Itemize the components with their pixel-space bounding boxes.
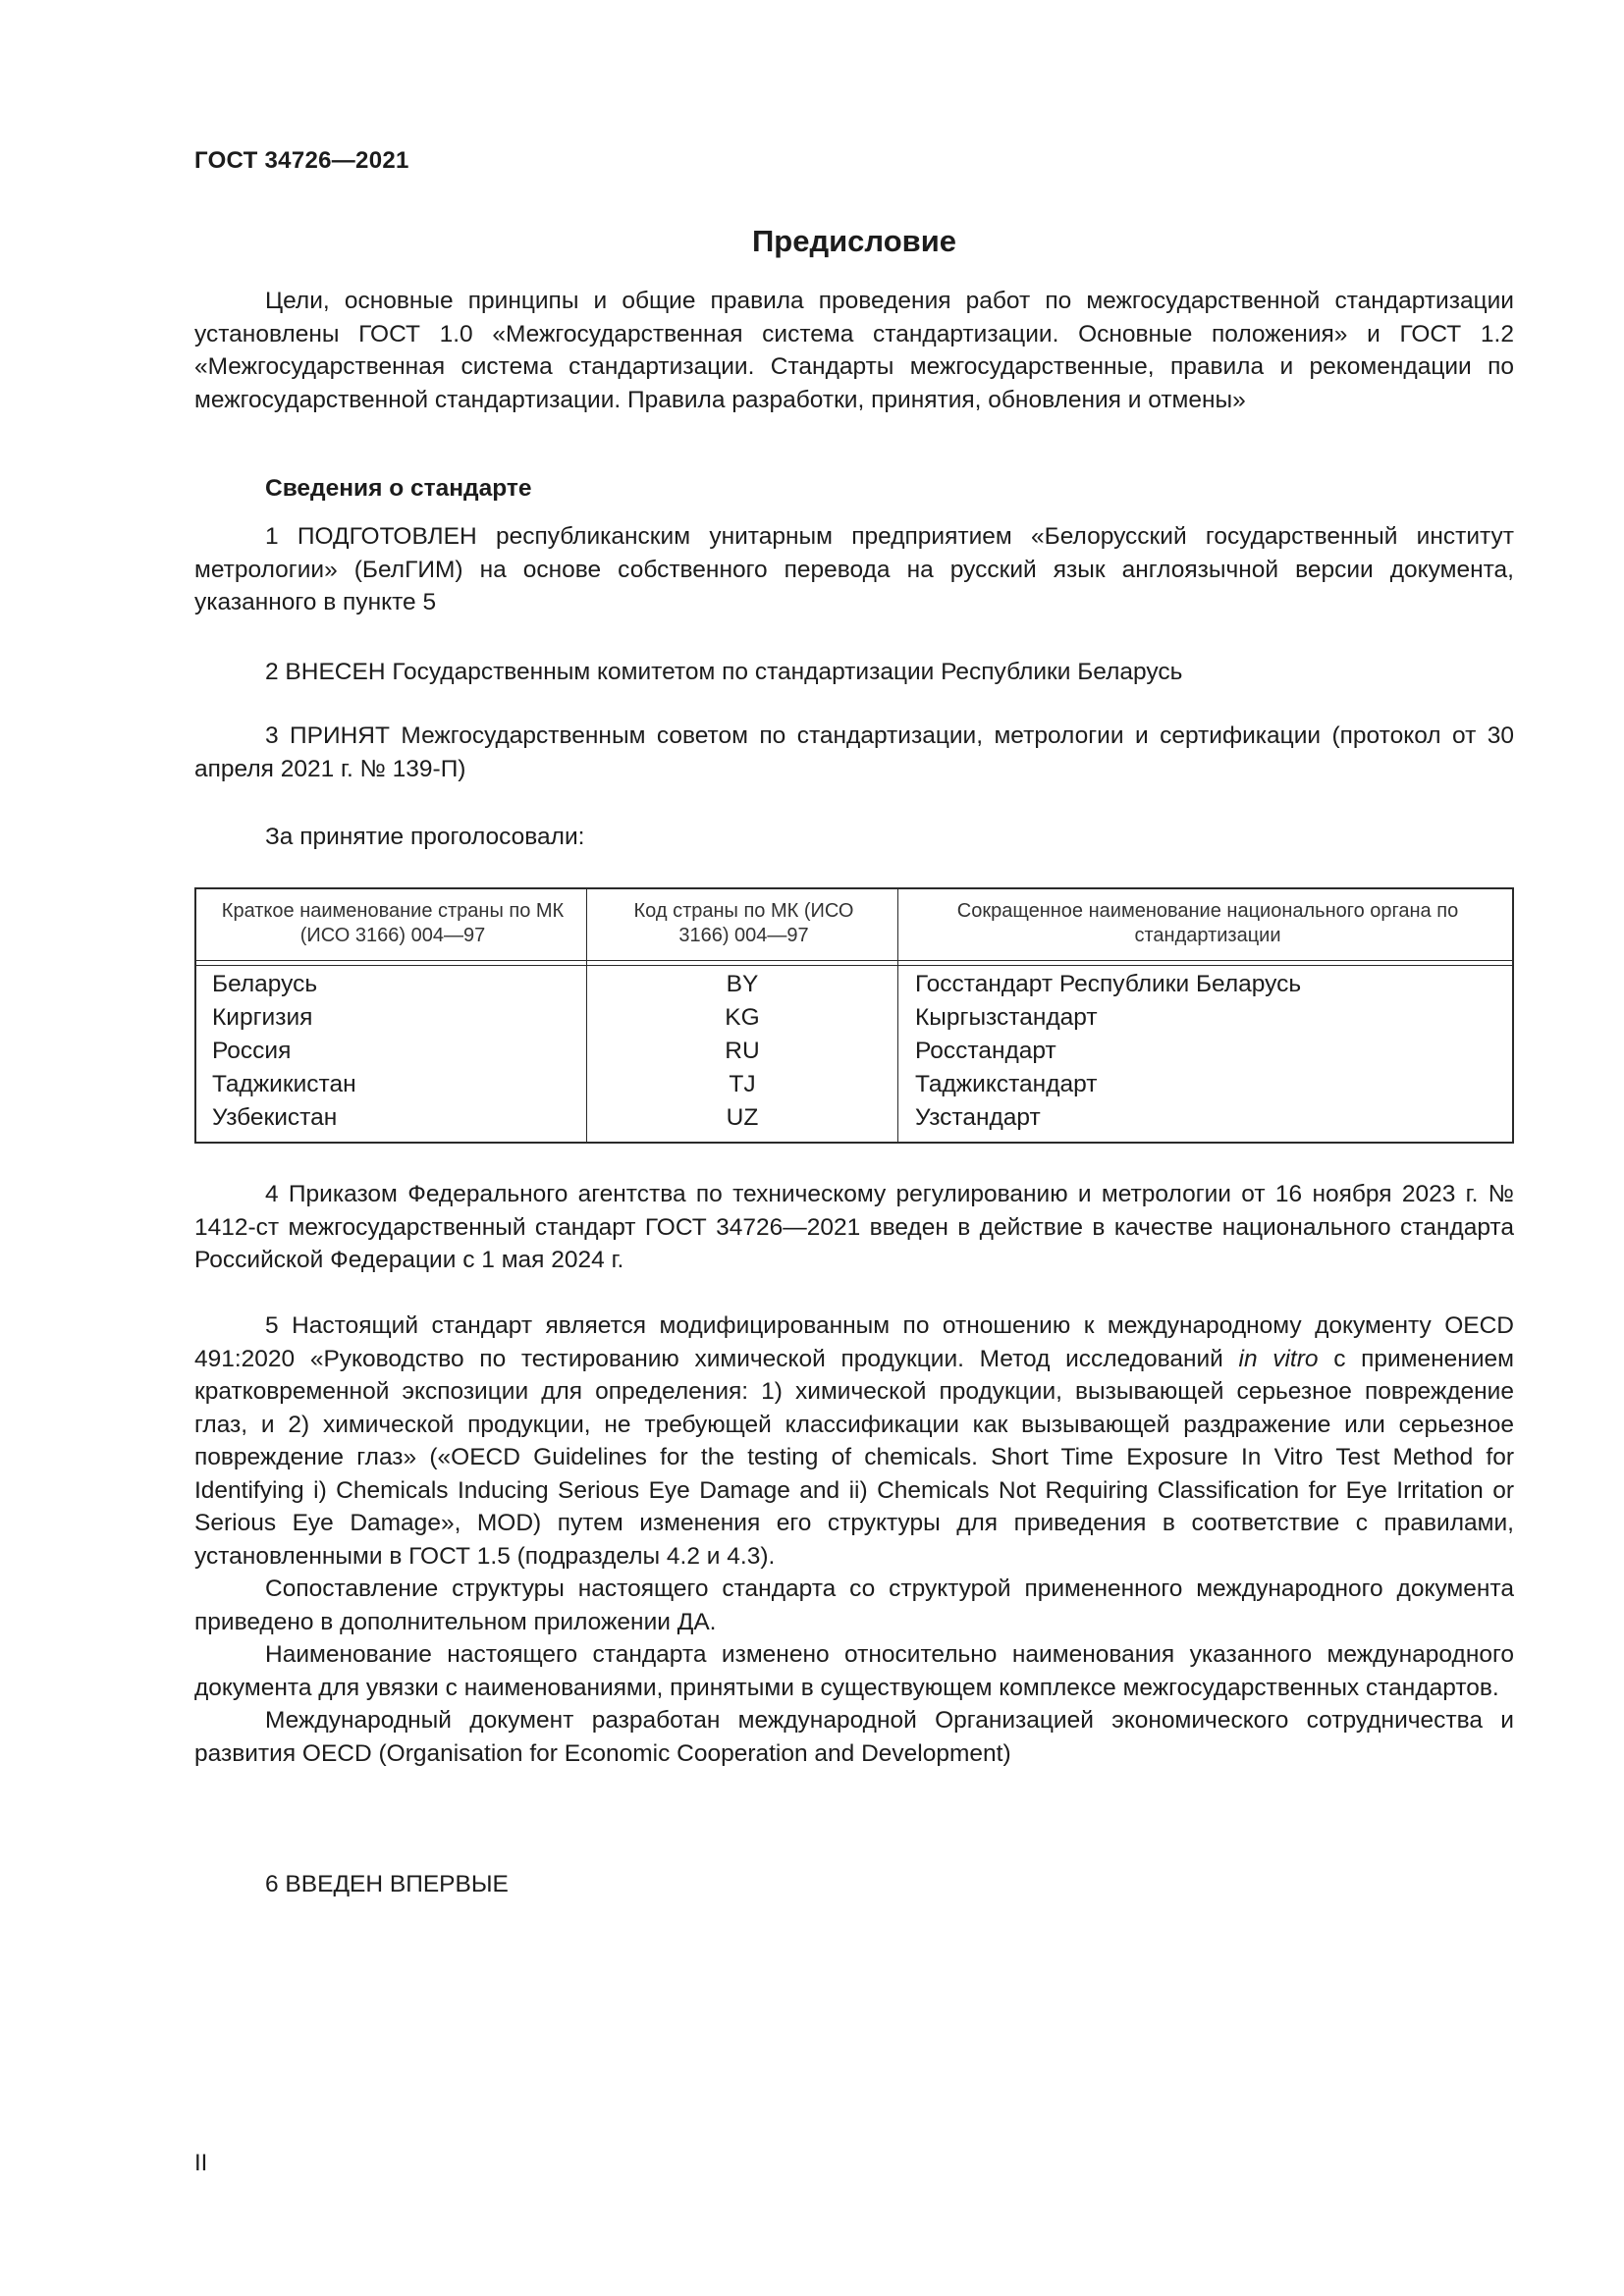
table-cell-code: RU — [725, 1038, 760, 1064]
intro-text: Цели, основные принципы и общие правила проведения работ по межгосударственной стандартизации установлены ГОСТ 1.0 «Межгосударственная система стандартизации. Основные положения» и ГОСТ 1.2 «Межгосударственная система стандартизации. Стандарты межгосударственные, правила и рекомендации по межгосударственной стандартизации. Правила разработки, принятия, обновления и отмены» — [194, 288, 1514, 413]
item-1-text: 1 ПОДГОТОВЛЕН республиканским унитарным предприятием «Белорусский государственный институт метрологии» (БелГИМ) на основе собственного перевода на русский язык англоязычной версии документа, указанного в пункте 5 — [194, 523, 1514, 615]
section-subtitle: Сведения о стандарте — [265, 475, 532, 502]
item-2-text: 2 ВНЕСЕН Государственным комитетом по стандартизации Республики Беларусь — [265, 659, 1183, 685]
item-1 — [194, 520, 1514, 619]
vote-label-text: За принятие проголосовали: — [265, 824, 585, 850]
voting-table — [194, 887, 1514, 1144]
item-5-paragraph-3: Наименование настоящего стандарта изменено относительно наименования указанного международного документа для увязки с наименованиями, принятыми в существующем комплексе межгосударственных стандартов. — [194, 1641, 1514, 1701]
table-cell-code: TJ — [729, 1071, 756, 1097]
document-header: ГОСТ 34726—2021 — [194, 147, 409, 174]
vote-label — [194, 821, 1514, 854]
table-header-code: Код страны по МК (ИСО 3166) 004—97 — [633, 900, 854, 946]
table-header-body: Сокращенное наименование национального органа по стандартизации — [956, 900, 1459, 946]
item-5-italic: in vitro — [1238, 1345, 1319, 1372]
table-cell-country: Россия — [212, 1038, 292, 1064]
item-5-text-a: 5 Настоящий стандарт является модифицированным по отношению к международному документу OECD 491:2020 «Руководство по тестированию химической продукции. Метод исследований — [194, 1312, 1514, 1372]
page-number: II — [194, 2150, 208, 2176]
item-6 — [194, 1868, 1514, 1901]
table-header-divider — [196, 965, 1512, 966]
item-3 — [194, 720, 1514, 785]
table-cell-body: Госстандарт Республики Беларусь — [915, 971, 1302, 997]
item-6-text: 6 ВВЕДЕН ВПЕРВЫЕ — [265, 1871, 509, 1897]
table-cell-country: Таджикистан — [212, 1071, 356, 1097]
table-column-country — [212, 968, 356, 1135]
table-cell-body: Таджикстандарт — [915, 1071, 1098, 1097]
table-header-divider — [196, 960, 1512, 961]
item-5-text-b: с применением кратковременной экспозиции для определения: 1) химической продукции, вызывающей серьезное повреждение глаз, и 2) химической продукции, не требующей классификации как вызывающей раздражение или серьезное повреждение глаз» («OECD Guidelines for the testing of chemicals. Short Time Exposure In Vitro Test Method for Identifying i) Chemicals Inducing Serious Eye Damage and ii) Chemicals Not Requiring Classification for Eye Irritation or Serious Eye Damage», MOD) путем изменения его структуры для приведения в соответствие с правилами, установленными в ГОСТ 1.5 (подразделы 4.2 и 4.3). — [194, 1345, 1514, 1570]
table-cell-body: Узстандарт — [915, 1104, 1041, 1131]
table-header-country: Краткое наименование страны по МК (ИСО 3166) 004—97 — [221, 900, 565, 946]
table-column-body — [915, 968, 1301, 1135]
item-4-text: 4 Приказом Федерального агентства по техническому регулированию и метрологии от 16 ноября 2023 г. № 1412-ст межгосударственный стандарт ГОСТ 34726—2021 введен в действие в качестве национального стандарта Российской Федерации с 1 мая 2024 г. — [194, 1181, 1514, 1273]
table-cell-code: KG — [725, 1004, 760, 1031]
item-5-paragraph-4: Международный документ разработан международной Организацией экономического сотрудничества и развития OECD (Organisation for Economic Cooperation and Development) — [194, 1707, 1514, 1767]
table-column-code — [587, 968, 897, 1135]
table-cell-body: Росстандарт — [915, 1038, 1056, 1064]
table-cell-code: UZ — [726, 1104, 759, 1131]
item-5 — [194, 1309, 1514, 1770]
table-cell-country: Узбекистан — [212, 1104, 338, 1131]
table-cell-code: BY — [726, 971, 759, 997]
page-title: Предисловие — [751, 224, 956, 258]
table-cell-country: Беларусь — [212, 971, 318, 997]
item-4 — [194, 1178, 1514, 1277]
table-divider — [897, 889, 898, 1142]
item-5-paragraph-2: Сопоставление структуры настоящего стандарта со структурой примененного международного документа приведено в дополнительном приложении ДА. — [194, 1575, 1514, 1635]
table-cell-country: Киргизия — [212, 1004, 313, 1031]
intro-paragraph — [194, 285, 1514, 416]
item-2 — [194, 656, 1514, 689]
item-5-paragraph-1 — [194, 1309, 1514, 1573]
item-3-text: 3 ПРИНЯТ Межгосударственным советом по стандартизации, метрологии и сертификации (протокол от 30 апреля 2021 г. № 139-П) — [194, 722, 1514, 782]
table-cell-body: Кыргызстандарт — [915, 1004, 1098, 1031]
